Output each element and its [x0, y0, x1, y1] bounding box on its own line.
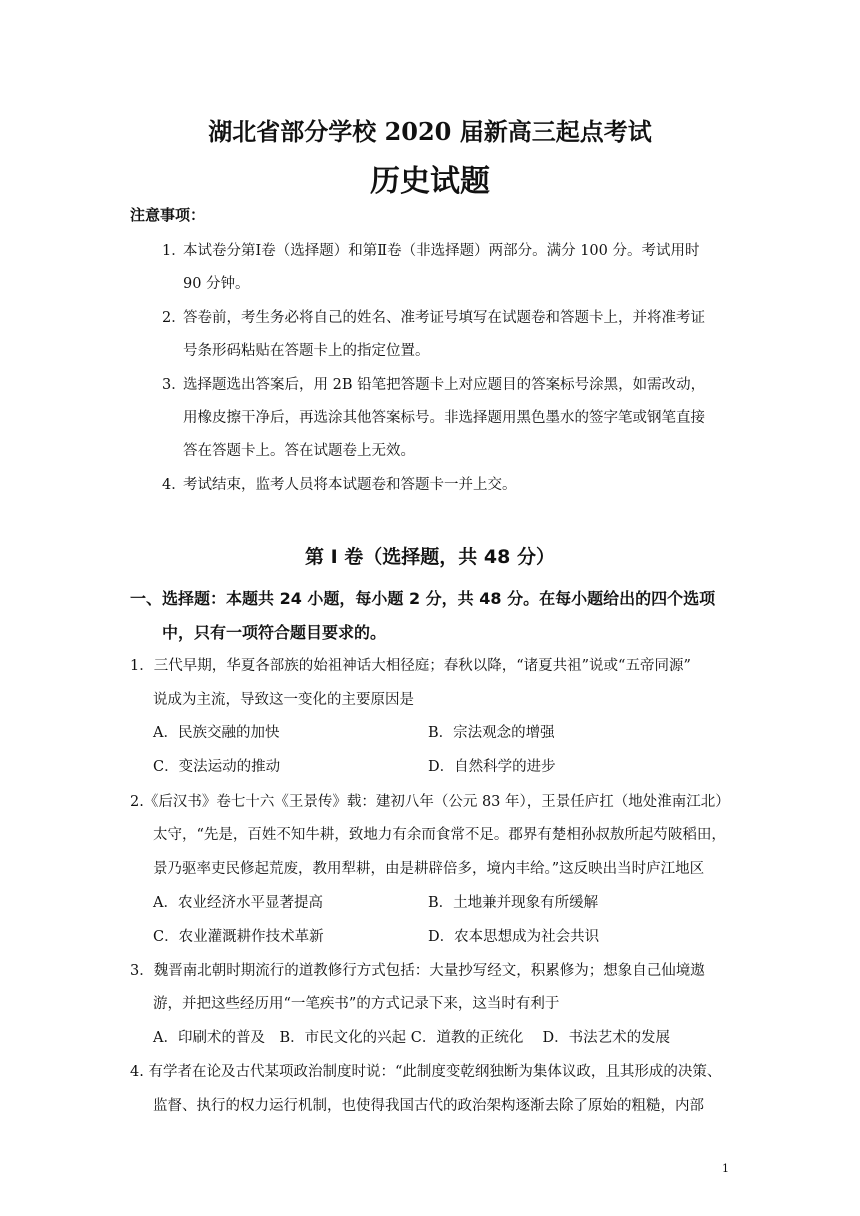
subject-title: 历史试题: [370, 164, 490, 199]
question-option: A．农业经济水平显著提高: [153, 895, 323, 911]
notice-item-number: 3．: [162, 377, 186, 393]
question-stem-line: 3．魏晋南北朝时期流行的道教修行方式包括：大量抄写经文，积累修为；想象自己仙境遨: [130, 963, 705, 979]
notice-item-number: 2．: [162, 310, 186, 326]
question-stem-line: 景乃驱率吏民修起荒废，教用犁耕，由是耕辟倍多，境内丰给。”这反映出当时庐江地区: [153, 861, 705, 877]
question-option: B．土地兼并现象有所缓解: [428, 895, 599, 911]
notice-item-line: 号条形码粘贴在答题卡上的指定位置。: [183, 343, 430, 359]
question-stem-line: 太守，“先是，百姓不知牛耕，致地力有余而食常不足。郡界有楚相孙叔敖所起芍陂稻田，: [153, 827, 726, 843]
page-number: 1: [722, 1162, 729, 1175]
part-heading-line: 一、选择题：本题共 24 小题，每小题 2 分，共 48 分。在每小题给出的四个选项: [130, 589, 716, 608]
notice-item-line: 90 分钟。: [183, 276, 250, 292]
notice-item-line: 答在答题卡上。答在试题卷上无效。: [183, 443, 415, 459]
question-stem-line: 2.《后汉书》卷七十六《王景传》载：建初八年（公元 83 年），王景任庐扛（地处淮南江北）: [130, 794, 730, 810]
exam-title: 湖北省部分学校 2020 届新高三起点考试: [208, 117, 652, 146]
question-option: B．宗法观念的增强: [428, 725, 555, 741]
question-option: C．农业灌溉耕作技术革新: [153, 929, 324, 945]
question-stem-line: 4. 有学者在论及古代某项政治制度时说：“此制度变乾纲独断为集体议政，且其形成的决策、: [130, 1064, 722, 1080]
notice-item-line: 选择题选出答案后，用 2B 铅笔把答题卡上对应题目的答案标号涂黑，如需改动，: [183, 377, 706, 393]
question-option: D．农本思想成为社会共识: [428, 929, 600, 945]
notice-item-line: 用橡皮擦干净后，再选涂其他答案标号。非选择题用黑色墨水的签字笔或钢笔直接: [183, 410, 705, 426]
notice-heading: 注意事项：: [130, 206, 206, 224]
question-option: C．变法运动的推动: [153, 759, 281, 775]
notice-item-line: 考试结束，监考人员将本试题卷和答题卡一并上交。: [183, 477, 517, 493]
question-option: D．自然科学的进步: [428, 759, 556, 775]
question-stem-line: 说成为主流，导致这一变化的主要原因是: [153, 692, 414, 708]
section-title: 第 I 卷（选择题，共 48 分）: [305, 546, 555, 568]
notice-item-line: 本试卷分第Ⅰ卷（选择题）和第Ⅱ卷（非选择题）两部分。满分 100 分。考试用时: [183, 243, 700, 259]
notice-item-number: 4．: [162, 477, 186, 493]
notice-item-number: 1．: [162, 243, 186, 259]
question-option: A．民族交融的加快: [153, 725, 280, 741]
question-stem-line: 游，并把这些经历用“一笔疾书”的方式记录下来，这当时有利于: [153, 996, 560, 1012]
notice-item-line: 答卷前，考生务必将自己的姓名、准考证号填写在试题卷和答题卡上，并将准考证: [183, 310, 705, 326]
question-stem-line: 监督、执行的权力运行机制，也使得我国古代的政治架构逐渐去除了原始的粗糙，内部: [153, 1098, 704, 1114]
question-options-line: A．印刷术的普及 B．市民文化的兴起 C．道教的正统化 D．书法艺术的发展: [153, 1030, 671, 1046]
question-stem-line: 1．三代早期，华夏各部族的始祖神话大相径庭；春秋以降，“诸夏共祖”说或“五帝同源”: [130, 658, 691, 674]
part-heading-line: 中，只有一项符合题目要求的。: [162, 623, 387, 642]
